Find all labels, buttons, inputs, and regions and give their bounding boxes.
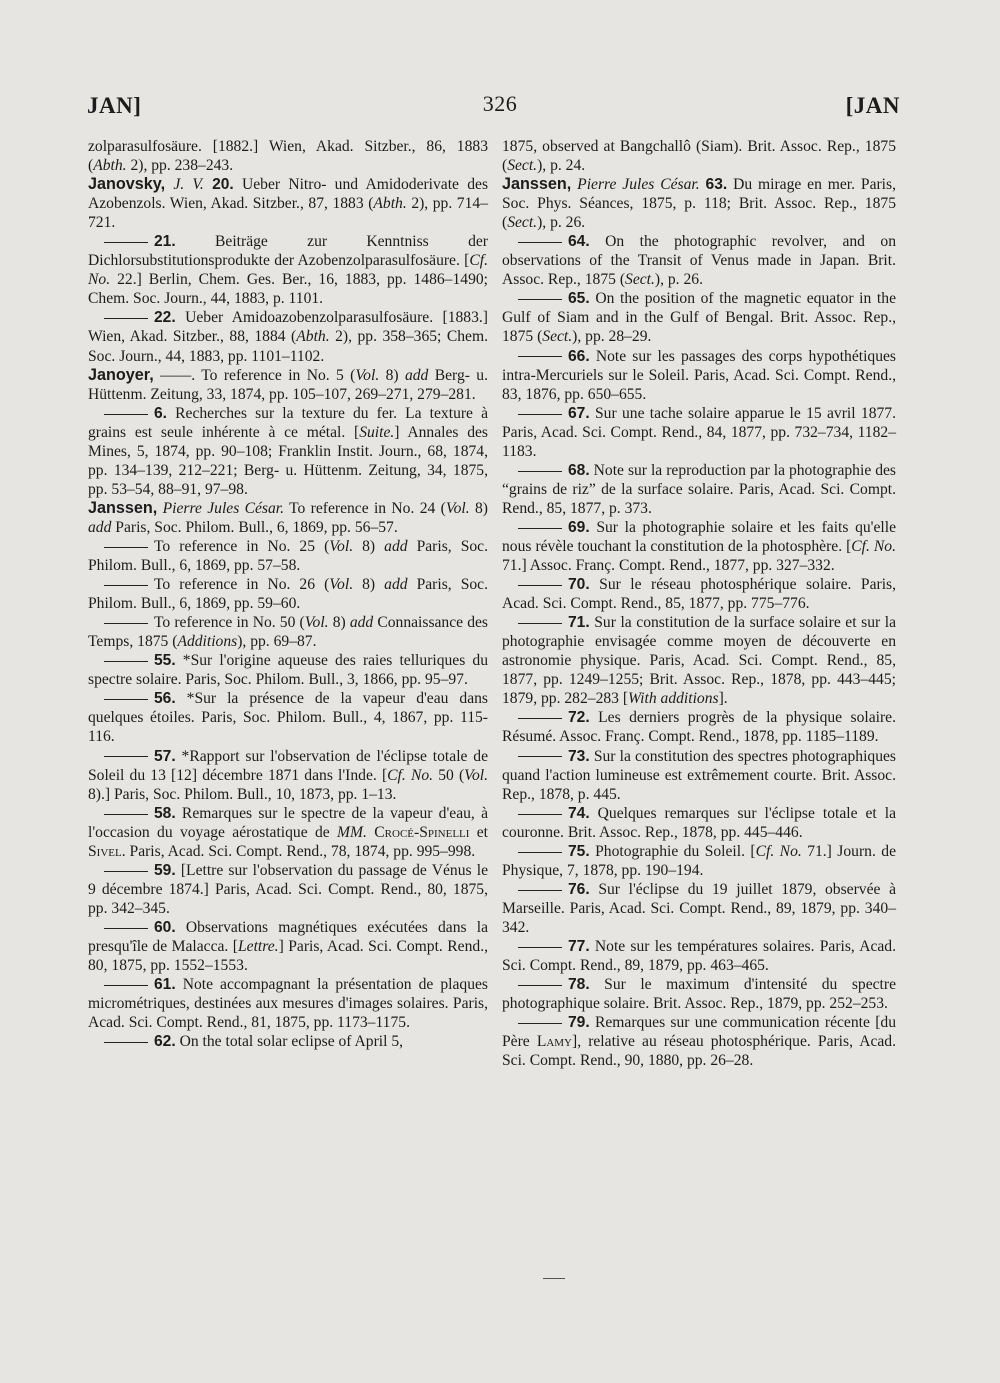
bibliography-entry [502, 804, 896, 842]
entry-number: 66. [568, 347, 590, 365]
entry-number: 64. [568, 233, 590, 251]
bibliography-entry [502, 518, 896, 575]
entry-text: Note sur la reproduction par la photographie des “grains de riz” de la surface solaire. Paris, Acad. Sci. Compt. Rend., 85, 1877, p. 373. [502, 461, 896, 517]
ditto-dash [104, 547, 148, 548]
entry-text: ), p. 24. [537, 157, 586, 175]
bibliography-entry [88, 499, 488, 537]
entry-text: 2), pp. 238–243. [126, 157, 234, 175]
entry-text: ), p. 26. [537, 214, 586, 232]
entry-text: Note accompagnant la présentation de plaques micrométriques, destinées aux mesures d'images solaires. Paris, Acad. Sci. Compt. Rend., 81, 1875, pp. 1173–1175. [88, 976, 488, 1032]
author-name: Janssen, [88, 498, 158, 517]
bibliography-entry [502, 137, 896, 175]
entry-text: *Sur la présence de la vapeur d'eau dans quelques étoiles. Paris, Soc. Philom. Bull., 4, 1867, pp. 115-116. [88, 690, 488, 746]
left-column [88, 137, 488, 1051]
bibliography-entry [88, 308, 488, 365]
entry-text: Paris, Soc. Philom. Bull., 6, 1869, pp. 57–58. [88, 537, 488, 575]
italic-text: J. V. [173, 176, 204, 194]
italic-text: add [88, 518, 112, 536]
bibliography-entry [502, 461, 896, 518]
entry-number: 56. [154, 690, 176, 708]
entry-text: Du mirage en mer. Paris, Soc. Phys. Séances, 1875, p. 118; Brit. Assoc. Rep., 1875 ( [502, 176, 896, 232]
entry-number: 22. [154, 309, 176, 327]
entry-text: On the total solar eclipse of April 5, [175, 1033, 404, 1051]
entry-text: ], relative au réseau photosphérique. Paris, Acad. Sci. Compt. Rend., 90, 1880, pp. 26–28. [502, 1033, 897, 1070]
italic-text: Sect. [542, 328, 573, 346]
entry-text: Sur la photographie solaire et les faits qu'elle nous révèle touchant la constitution de la photosphère. [ [502, 518, 896, 555]
bibliography-entry [88, 747, 488, 804]
bibliography-entry [502, 880, 896, 937]
ditto-dash [518, 623, 562, 624]
entry-text: Note sur les températures solaires. Paris, Acad. Sci. Compt. Rend., 89, 1879, pp. 463–465. [502, 937, 896, 975]
entry-text: To reference in No. 26 ( [154, 576, 330, 594]
entry-text: Sur une tache solaire apparue le 15 avril 1877. Paris, Acad. Sci. Compt. Rend., 84, 1877, pp. 732–734, 1182–1183. [502, 404, 896, 460]
italic-text: MM. [337, 823, 367, 841]
entry-text: [Lettre sur l'observation du passage de Vénus le 9 décembre 1874.] Paris, Acad. Sci. Compt. Rend., 80, 1875, pp. 342–345. [88, 861, 488, 917]
ditto-dash [518, 814, 562, 815]
ditto-dash [518, 528, 562, 529]
entry-text: Quelques remarques sur l'éclipse totale et la couronne. Brit. Assoc. Rep., 1878, pp. 445–446. [502, 804, 896, 841]
entry-text: ), pp. 28–29. [572, 328, 652, 346]
ditto-dash [104, 318, 148, 319]
entry-text: Observations magnétiques exécutées dans la presqu'île de Malacca. [ [88, 918, 488, 955]
entry-text: On the photographic revolver, and on observations of the Transit of Venus made in Japan. Brit. Assoc. Rep., 1875 ( [502, 233, 896, 289]
entry-number: 58. [154, 804, 176, 822]
bibliography-entry [502, 842, 896, 880]
bibliography-entry [88, 232, 488, 308]
bibliography-entry [502, 404, 896, 461]
ditto-dash [518, 585, 562, 586]
ditto-dash [104, 699, 148, 700]
entry-number: 6. [154, 404, 168, 422]
bibliography-entry [88, 575, 488, 613]
entry-text [204, 176, 212, 193]
italic-text: Vol. [329, 537, 354, 555]
bibliography-entry [88, 404, 488, 499]
ditto-dash [518, 1023, 562, 1024]
italic-text: Cf. No. [755, 842, 802, 860]
entry-text: 8).] Paris, Soc. Philom. Bull., 10, 1873, pp. 1–13. [88, 785, 397, 803]
bibliography-entry [88, 1032, 488, 1051]
italic-text: Abth. [93, 157, 127, 175]
entry-text: zolparasulfosäure. [1882.] Wien, Akad. Sitzber., 86, 1883 ( [88, 138, 488, 175]
italic-text: Pierre Jules César. [577, 176, 700, 194]
entry-text: . Paris, Acad. Sci. Compt. Rend., 78, 1874, pp. 995–998. [121, 842, 476, 860]
italic-text: add [384, 576, 408, 594]
entry-text: 8) [379, 366, 405, 384]
ditto-dash [104, 756, 148, 757]
italic-text: Abth. [373, 195, 407, 213]
entry-text: Ueber Amidoazobenzolparasulfosäure. [1883.] Wien, Akad. Sitzber., 88, 1884 ( [88, 309, 488, 346]
entry-text: *Rapport sur l'observation de l'éclipse totale de Soleil du 13 [12] décembre 1871 dans l'Inde. [ [88, 747, 488, 784]
author-name: Janoyer, [88, 365, 154, 384]
entry-text: Ueber Nitro- und Amidoderivate des Azobenzols. Wien, Akad. Sitzber., 87, 1883 ( [88, 176, 489, 213]
bibliography-entry [88, 975, 488, 1032]
entry-text: 1875, observed at Bangchallô (Siam). Brit. Assoc. Rep., 1875 ( [502, 138, 896, 175]
entry-text: ] Paris, Acad. Sci. Compt. Rend., 80, 1875, pp. 1552–1553. [88, 937, 488, 975]
entry-text: Paris, Soc. Philom. Bull., 6, 1869, pp. 59–60. [88, 576, 488, 613]
italic-text: With additions [628, 690, 719, 708]
entry-number: 71. [568, 614, 590, 632]
entry-text: Sur la constitution de la surface solaire et sur la photographie envisagée comme moyen de découverte en astronomie physique. Paris, Acad. Sci. Compt. Rend., 85, 1877, pp. 1249–1255; Brit. Assoc. Rep., 1878, pp. 443–445; 1879, pp. 282–283 [ [502, 614, 896, 708]
bibliography-entry [88, 804, 488, 861]
ditto-dash [518, 242, 562, 243]
entry-text: Sur le réseau photosphérique solaire. Paris, Acad. Sci. Compt. Rend., 85, 1877, pp. 775–776. [502, 576, 896, 613]
entry-number: 74. [568, 804, 590, 822]
entry-number: 20. [212, 176, 234, 194]
entry-number: 55. [154, 652, 176, 670]
bibliography-entry [502, 232, 896, 289]
italic-text: Sect. [507, 214, 538, 232]
entry-text: Paris, Soc. Philom. Bull., 6, 1869, pp. 56–57. [111, 518, 398, 536]
italic-text: Cf. No. [387, 766, 434, 784]
entry-number: 69. [568, 518, 590, 536]
ditto-dash [518, 985, 562, 986]
italic-text: add [384, 537, 408, 555]
bibliography-entry [502, 575, 896, 613]
entry-text: *Sur l'origine aqueuse des raies telluriques du spectre solaire. Paris, Soc. Philom. Bull., 3, 1866, pp. 95–97. [88, 652, 488, 689]
entry-number: 76. [568, 880, 590, 898]
entry-number: 60. [154, 918, 176, 936]
entry-number: 59. [154, 861, 176, 879]
bibliography-entry [502, 708, 896, 746]
author-name: Janssen, [502, 175, 572, 194]
running-head-right: [JAN [845, 93, 900, 118]
entry-number: 21. [154, 233, 176, 251]
small-caps-name: Lamy [536, 1033, 573, 1051]
entry-text: Photographie du Soleil. [ [589, 842, 756, 860]
entry-text: To reference in No. 25 ( [154, 537, 330, 555]
ditto-dash [518, 947, 562, 948]
italic-text: Vol. [464, 766, 488, 784]
entry-text: 8) [328, 614, 350, 632]
italic-text: Sect. [625, 271, 655, 289]
ditto-dash [104, 414, 148, 415]
italic-text: Sect. [507, 157, 538, 175]
bibliography-entry [502, 747, 896, 804]
entry-text: 8) [353, 537, 385, 555]
bibliography-entry [88, 366, 488, 404]
entry-number: 78. [568, 976, 590, 994]
right-column [502, 137, 896, 1070]
bibliography-entry [502, 175, 896, 232]
bibliography-entry [502, 613, 896, 708]
italic-text: Vol. [355, 366, 380, 384]
entry-text: Sur le maximum d'intensité du spectre photographique solaire. Brit. Assoc. Rep., 1879, pp. 252–253. [502, 976, 896, 1013]
entry-number: 62. [154, 1033, 176, 1051]
entry-text: Note sur les passages des corps hypothétiques intra-Mercuriels sur le Soleil. Paris, Acad. Sci. Compt. Rend., 83, 1876, pp. 650–655. [502, 347, 896, 403]
author-name: Janovsky, [88, 175, 166, 194]
ditto-dash [104, 623, 148, 624]
page-number: 326 [482, 91, 518, 116]
running-head-left: JAN] [87, 93, 142, 118]
entry-text: 71.] Journ. de Physique, 7, 1878, pp. 190–194. [502, 842, 896, 879]
bibliography-entry [88, 137, 488, 175]
entry-text: Beiträge zur Kenntniss der Dichlorsubstitutionsprodukte der Azobenzolparasulfosäure. [ [88, 233, 488, 270]
entry-text: 2), pp. 714–721. [88, 195, 488, 232]
entry-text: et [469, 823, 489, 841]
entry-text: ——. To reference in No. 5 ( [153, 366, 356, 384]
ditto-dash [518, 852, 562, 853]
italic-text: Additions [177, 633, 238, 651]
entry-text: Sur l'éclipse du 19 juillet 1879, observée à Marseille. Paris, Acad. Sci. Compt. Rend., 89, 1879, pp. 340–342. [502, 880, 896, 936]
entry-number: 57. [154, 747, 176, 765]
entry-text: 50 ( [433, 766, 465, 784]
entry-text: Connaissance des Temps, 1875 ( [88, 614, 488, 651]
bibliography-entry [88, 175, 488, 232]
ditto-dash [104, 871, 148, 872]
entry-text: ), p. 26. [654, 271, 703, 289]
italic-text: Cf. No. [851, 537, 896, 555]
entry-number: 68. [568, 461, 590, 479]
entry-number: 63. [705, 176, 728, 194]
ditto-dash [104, 928, 148, 929]
entry-text: ]. [718, 690, 728, 708]
entry-number: 65. [568, 290, 590, 308]
entry-text: Berg- u. Hüttenm. Zeitung, 33, 1874, pp. 105–107, 269–271, 279–281. [88, 366, 488, 403]
bibliography-entry [502, 1013, 896, 1070]
italic-text: Suite. [359, 423, 395, 441]
bibliography-entry [88, 651, 488, 689]
entry-text: Recherches sur la texture du fer. La texture à grains est seule inhérente à ce métal. [ [88, 404, 488, 441]
entry-number: 67. [568, 404, 590, 422]
entry-text: Remarques sur une communication récente [du Père [502, 1014, 896, 1051]
entry-text: 8) [353, 576, 385, 594]
ditto-dash [518, 756, 562, 757]
ditto-dash [104, 242, 148, 243]
ditto-dash [518, 890, 562, 891]
italic-text: add [349, 614, 374, 632]
entry-number: 77. [568, 937, 590, 955]
bibliography-entry [502, 347, 896, 404]
ditto-dash [518, 356, 562, 357]
entry-number: 79. [568, 1014, 590, 1032]
italic-text: add [404, 366, 429, 384]
italic-text: Lettre. [237, 937, 279, 955]
entry-text: 2), pp. 358–365; Chem. Soc. Journ., 44, 1883, pp. 1101–1102. [88, 328, 488, 365]
entry-text: 22.] Berlin, Chem. Ges. Ber., 16, 1883, pp. 1486–1490; Chem. Soc. Journ., 44, 1883, p. 1101. [88, 271, 488, 308]
italic-text: Pierre Jules César. [162, 499, 285, 517]
entry-number: 61. [154, 976, 176, 994]
ditto-dash [518, 718, 562, 719]
italic-text: Vol. [445, 499, 470, 517]
bibliography-entry [502, 289, 896, 346]
bibliography-entry [88, 537, 488, 575]
entry-text: ] Annales des Mines, 5, 1874, pp. 90–108; Franklin Instit. Journ., 68, 1874, pp. 134–139, 212–221; Berg- u. Hüttenm. Zeitung, 34, 1875, pp. 53–54, 88–91, 97–98. [88, 423, 489, 498]
italic-text: Vol. [329, 576, 354, 594]
ditto-dash [518, 414, 562, 415]
bibliography-entry [88, 689, 488, 746]
entry-text: ), pp. 69–87. [237, 633, 317, 651]
ditto-dash [104, 1042, 148, 1043]
italic-text: Abth. [296, 328, 330, 346]
italic-text: Vol. [304, 614, 329, 632]
bibliography-entry [88, 613, 488, 651]
entry-text: To reference in No. 50 ( [154, 614, 305, 632]
small-caps-name: Crocé-Spinelli [374, 823, 470, 841]
ditto-dash [104, 814, 148, 815]
entry-text: Sur la constitution des spectres photographiques quand l'action lumineuse est extrêmement courte. Brit. Assoc. Rep., 1878, p. 445. [502, 747, 896, 803]
entry-text: To reference in No. 24 ( [284, 499, 446, 517]
bibliography-entry [88, 861, 488, 918]
entry-number: 70. [568, 576, 590, 594]
italic-text: Cf. No. [88, 252, 488, 289]
entry-text: Les derniers progrès de la physique solaire. Résumé. Assoc. Franç. Compt. Rend., 1878, pp. 1185–1189. [502, 709, 896, 746]
ditto-dash [518, 471, 562, 472]
footer-rule [543, 1278, 565, 1279]
entry-number: 75. [568, 842, 590, 860]
entry-number: 72. [568, 709, 590, 727]
entry-text: 71.] Assoc. Franç. Compt. Rend., 1877, pp. 327–332. [502, 557, 835, 575]
entry-number: 73. [568, 747, 590, 765]
small-caps-name: Sivel [88, 842, 122, 860]
ditto-dash [104, 985, 148, 986]
ditto-dash [104, 585, 148, 586]
entry-text: Remarques sur le spectre de la vapeur d'eau, à l'occasion du voyage aérostatique de [88, 804, 488, 841]
bibliography-entry [502, 975, 896, 1013]
ditto-dash [104, 661, 148, 662]
entry-text: On the position of the magnetic equator in the Gulf of Siam and in the Gulf of Bengal. Brit. Assoc. Rep., 1875 ( [502, 290, 896, 346]
bibliography-entry [502, 937, 896, 975]
bibliography-entry [88, 918, 488, 975]
entry-text: 8) [469, 499, 488, 517]
ditto-dash [518, 299, 562, 300]
